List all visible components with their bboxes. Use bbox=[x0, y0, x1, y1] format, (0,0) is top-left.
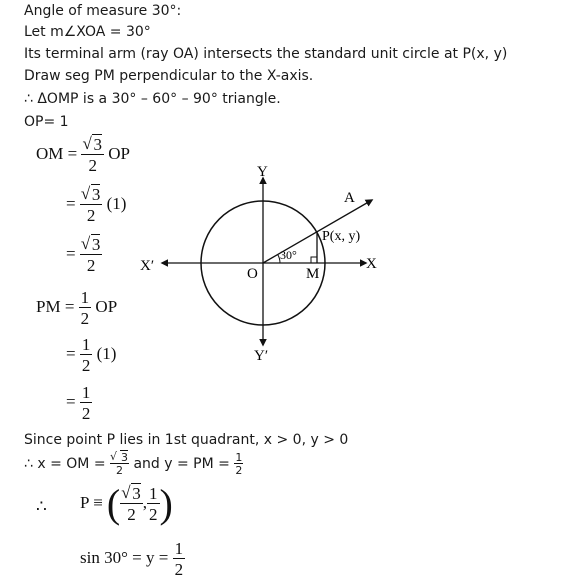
om-denominator-2: 2 bbox=[86, 206, 96, 225]
sin-fraction bbox=[173, 540, 186, 578]
sin-denominator: 2 bbox=[174, 560, 184, 579]
sin-30-result bbox=[80, 540, 185, 578]
om-eq: = bbox=[66, 193, 76, 213]
pm-step-1 bbox=[36, 289, 117, 327]
text-let-angle: Let m∠XOA = 30° bbox=[24, 24, 151, 40]
sin-lhs: sin 30° = y = bbox=[80, 547, 169, 567]
pm-denominator-2: 2 bbox=[81, 356, 91, 375]
label-o: O bbox=[247, 266, 258, 282]
text-draw-seg: Draw seg PM perpendicular to the X-axis. bbox=[24, 68, 314, 84]
pm-lhs: PM = bbox=[36, 296, 75, 316]
pm-numerator: 1 bbox=[80, 288, 90, 307]
right-angle-marker bbox=[311, 257, 317, 263]
label-y-prime: Y′ bbox=[254, 348, 269, 364]
om-op: OP bbox=[108, 143, 130, 163]
right-paren: ) bbox=[159, 481, 173, 526]
text-triangle: ∴ ΔOMP is a 30° – 60° – 90° triangle. bbox=[24, 91, 281, 107]
pm-eq: = bbox=[66, 343, 76, 363]
p-lhs: P ≡ bbox=[80, 492, 103, 512]
pm-op: OP bbox=[95, 296, 118, 316]
om-denominator: 2 bbox=[88, 156, 97, 175]
om-sqrt-radicand-2: 3 bbox=[91, 185, 101, 204]
pm-step-3 bbox=[66, 384, 92, 422]
pm-denominator-3: 2 bbox=[81, 404, 91, 423]
sin-numerator: 1 bbox=[174, 539, 184, 558]
p-comma: , bbox=[142, 492, 147, 512]
pm-step-2 bbox=[66, 336, 116, 374]
pm-numerator-3: 1 bbox=[81, 383, 91, 402]
om-fraction-2 bbox=[80, 186, 103, 224]
x-fraction bbox=[110, 452, 129, 476]
and-y: and y = PM = bbox=[133, 456, 230, 472]
p-x-denominator: 2 bbox=[127, 505, 136, 524]
pm-fraction-2 bbox=[80, 336, 93, 374]
label-a: A bbox=[344, 190, 355, 206]
label-x-prime: X′ bbox=[140, 258, 155, 274]
om-lhs: OM = bbox=[36, 143, 78, 163]
pm-fraction-3 bbox=[80, 384, 93, 422]
left-paren: ( bbox=[106, 481, 121, 526]
pm-one: (1) bbox=[96, 343, 117, 363]
text-op-equals: OP= 1 bbox=[24, 114, 69, 130]
y-fraction bbox=[234, 452, 243, 476]
x-denominator: 2 bbox=[116, 464, 124, 477]
y-denominator: 2 bbox=[235, 464, 243, 477]
p-x-fraction bbox=[120, 485, 143, 523]
text-x-y-values bbox=[24, 452, 243, 476]
unit-circle-figure bbox=[140, 160, 390, 370]
p-sqrt-radicand: 3 bbox=[132, 484, 141, 503]
om-sqrt-radicand: 3 bbox=[93, 135, 102, 154]
label-angle: 30° bbox=[280, 248, 297, 262]
om-step-3 bbox=[66, 236, 102, 274]
p-y-fraction bbox=[147, 485, 160, 523]
x-sqrt-radicand: 3 bbox=[121, 451, 129, 464]
x-prefix: ∴ x = OM = bbox=[24, 456, 106, 472]
om-one: (1) bbox=[106, 193, 127, 213]
y-numerator: 1 bbox=[235, 451, 243, 464]
pm-fraction bbox=[79, 289, 92, 327]
pm-eq-2: = bbox=[66, 391, 76, 411]
pm-denominator: 2 bbox=[80, 309, 90, 328]
label-x: X bbox=[366, 256, 377, 272]
therefore-symbol: ∴ bbox=[36, 497, 47, 516]
om-sqrt-radicand-3: 3 bbox=[91, 235, 101, 254]
point-p-coordinates bbox=[80, 481, 173, 526]
heading-angle: Angle of measure 30°: bbox=[24, 3, 182, 19]
om-denominator-3: 2 bbox=[86, 256, 96, 275]
om-eq-2: = bbox=[66, 243, 76, 263]
om-fraction bbox=[81, 136, 104, 174]
label-m: M bbox=[306, 266, 320, 282]
text-terminal-arm: Its terminal arm (ray OA) intersects the standard unit circle at P(x, y) bbox=[24, 46, 508, 62]
pm-numerator-2: 1 bbox=[81, 335, 91, 354]
om-fraction-3 bbox=[80, 236, 103, 274]
p-y-denominator: 2 bbox=[149, 505, 158, 524]
om-step-1 bbox=[36, 136, 130, 174]
om-step-2 bbox=[66, 186, 126, 224]
label-y: Y bbox=[257, 164, 268, 180]
label-p: P(x, y) bbox=[322, 229, 361, 244]
p-y-numerator: 1 bbox=[149, 484, 158, 503]
text-quadrant: Since point P lies in 1st quadrant, x > 0, y > 0 bbox=[24, 432, 349, 448]
